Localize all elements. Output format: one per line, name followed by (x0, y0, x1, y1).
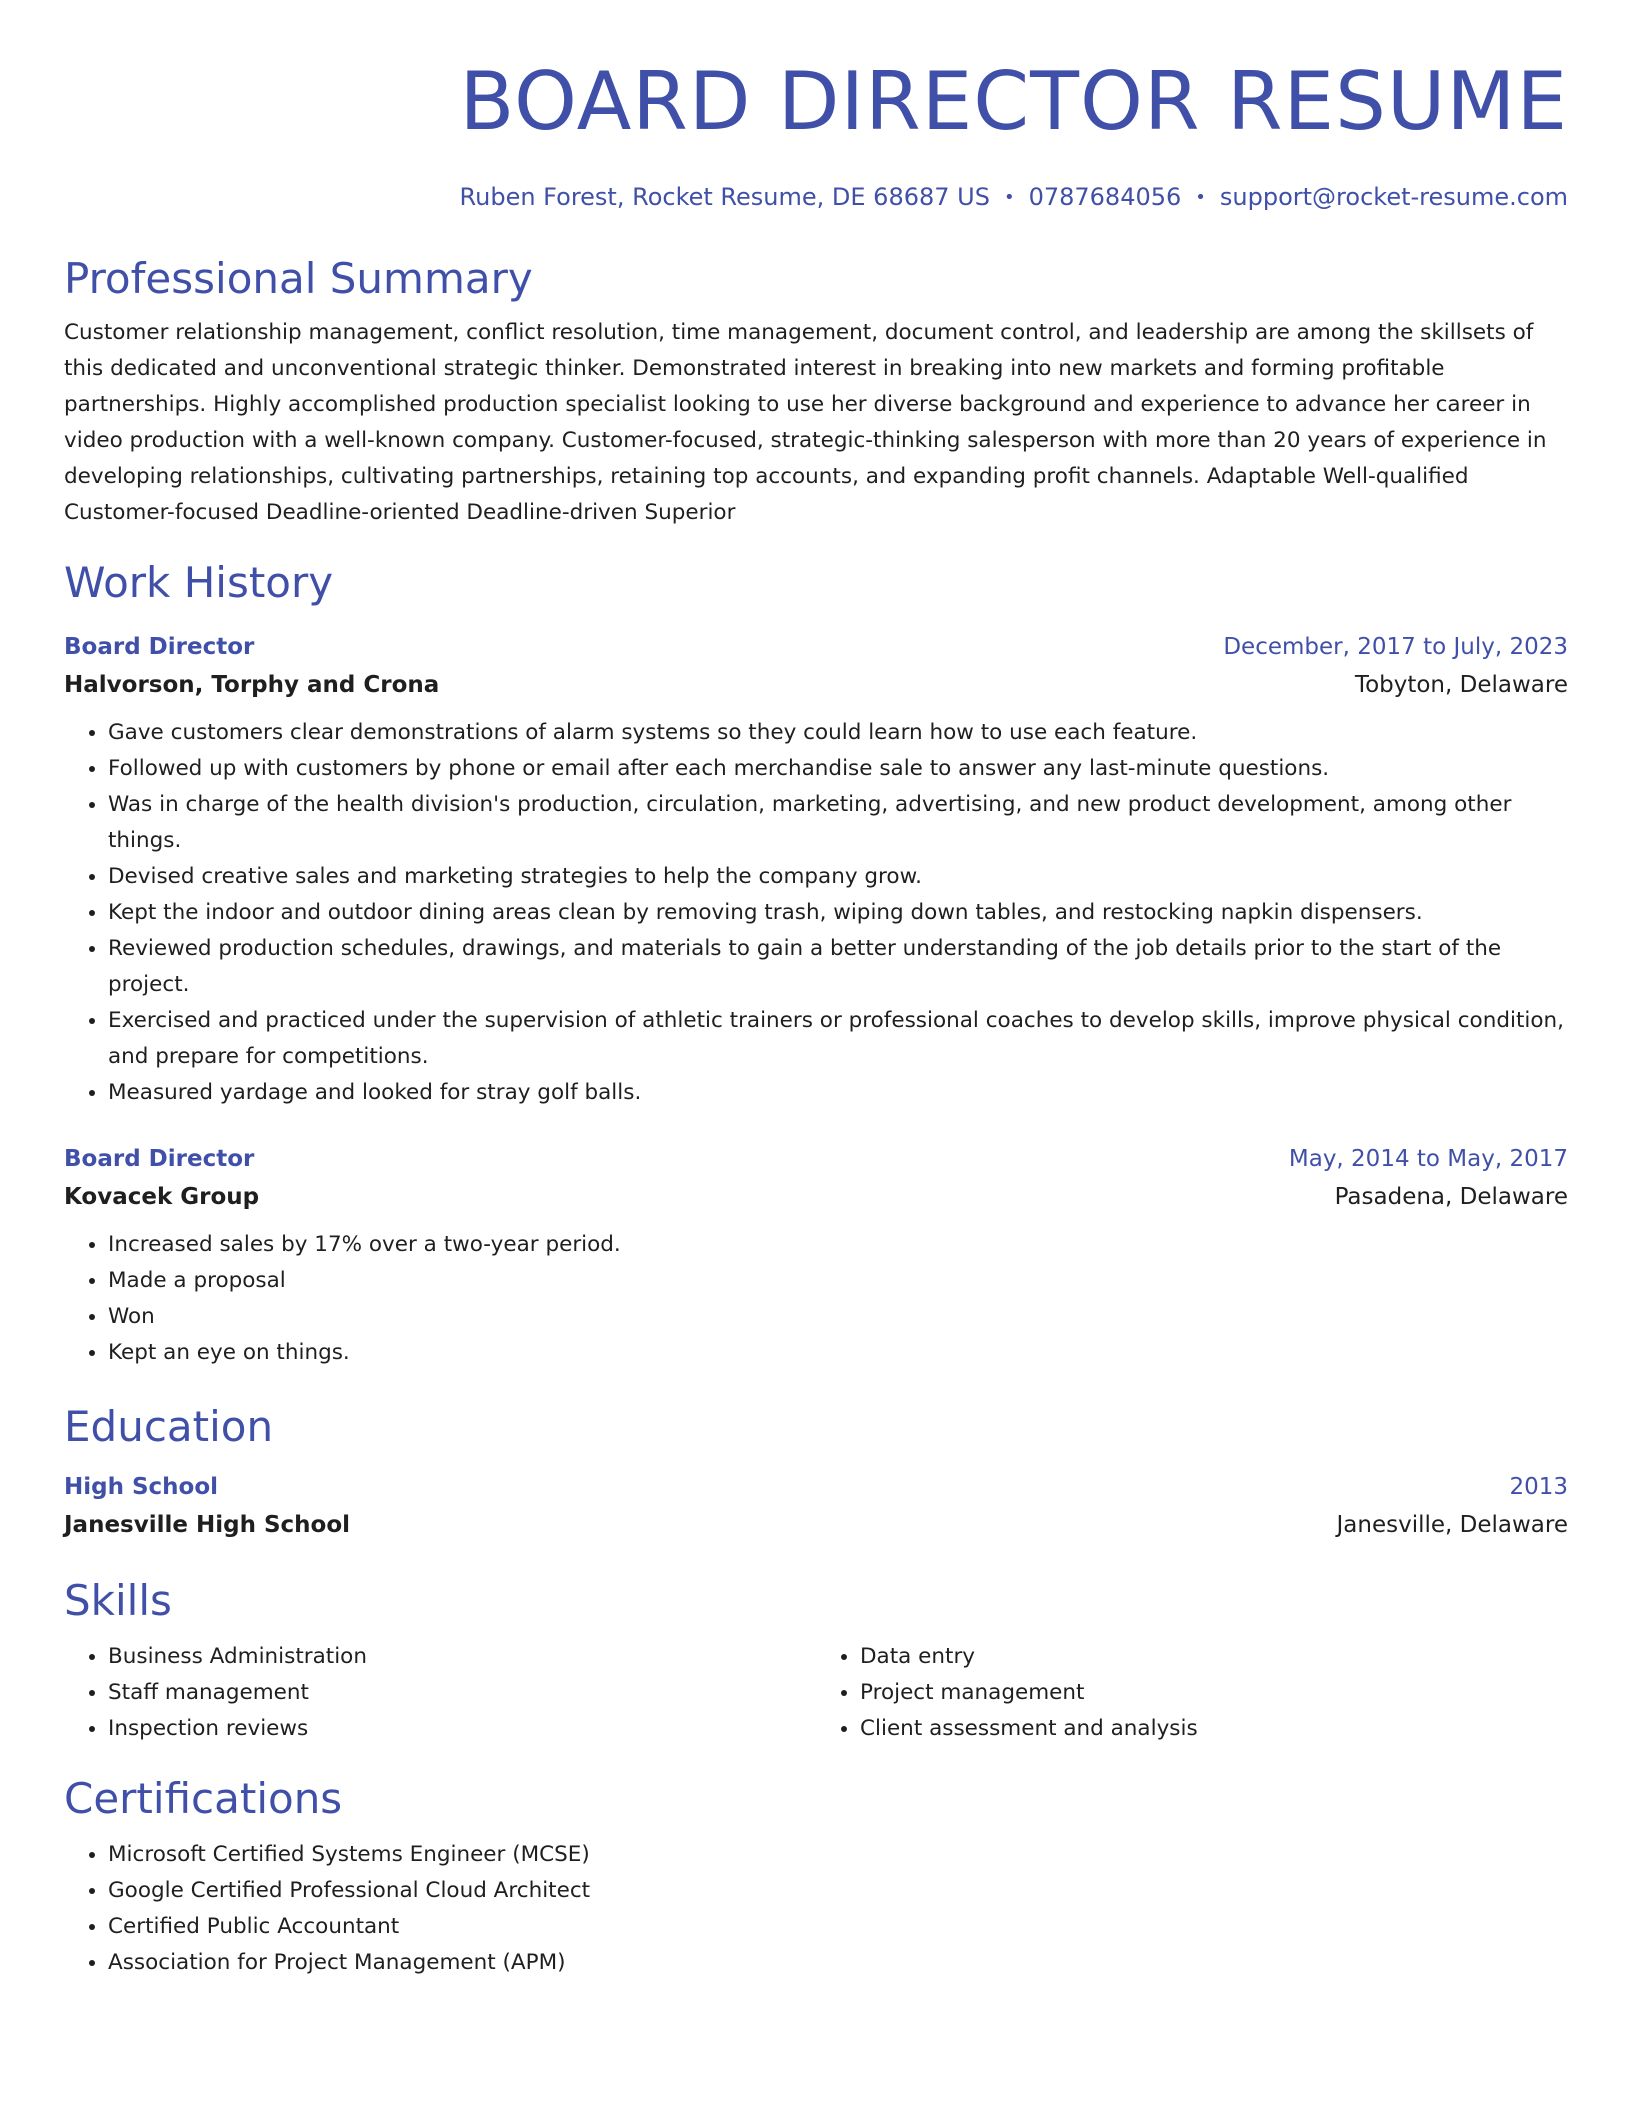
skill-item: • Data entry (860, 1639, 1568, 1675)
skill-item: • Business Administration (108, 1639, 816, 1675)
education-location: Janesville, Delaware (1336, 1512, 1568, 1538)
job-bullet: • Exercised and practiced under the supervision of athletic trainers or professional coaches to develop skills, improve physical condition, and prepare for competitions. (108, 1003, 1568, 1075)
job-entry (64, 1141, 1568, 1371)
education-year: 2013 (1509, 1474, 1568, 1500)
contact-separator: • (1003, 187, 1015, 208)
certification-item: • Association for Project Management (APM) (108, 1945, 1568, 1981)
resume-page (64, 52, 1568, 1981)
skill-item: • Client assessment and analysis (860, 1711, 1568, 1747)
job-bullet: • Made a proposal (108, 1263, 1568, 1299)
job-bullet: • Kept an eye on things. (108, 1335, 1568, 1371)
education-school: Janesville High School (64, 1512, 351, 1538)
summary-heading: Professional Summary (64, 254, 533, 303)
education-entry (64, 1469, 1568, 1545)
job-bullet: • Devised creative sales and marketing strategies to help the company grow. (108, 859, 1568, 895)
skills-column-right (816, 1639, 1568, 1747)
job-location: Tobyton, Delaware (1354, 672, 1568, 698)
certifications-list (64, 1837, 1568, 1981)
job-bullet: • Kept the indoor and outdoor dining areas clean by removing trash, wiping down tables, and restocking napkin dispensers. (108, 895, 1568, 931)
job-bullet: • Won (108, 1299, 1568, 1335)
contact-separator: • (1195, 187, 1206, 208)
job-location: Pasadena, Delaware (1334, 1184, 1568, 1210)
job-bullet: • Gave customers clear demonstrations of alarm systems so they could learn how to use each feature. (108, 715, 1568, 751)
job-bullet: • Was in charge of the health division's production, circulation, marketing, advertising, and new product development, among other things. (108, 787, 1568, 859)
skills-list (64, 1639, 1568, 1747)
job-bullet: • Followed up with customers by phone or email after each merchandise sale to answer any last-minute questions. (108, 751, 1568, 787)
education-heading: Education (64, 1402, 274, 1451)
job-bullet: • Measured yardage and looked for stray golf balls. (108, 1075, 1568, 1111)
job-dates: May, 2014 to May, 2017 (1288, 1146, 1568, 1172)
resume-title: BOARD DIRECTOR RESUME (459, 55, 1568, 148)
work-history-heading: Work History (64, 558, 334, 607)
contact-email: support@rocket-resume.com (1219, 183, 1568, 211)
skill-item: • Project management (860, 1675, 1568, 1711)
skill-item: • Staff management (108, 1675, 816, 1711)
job-role: Board Director (64, 634, 255, 660)
contact-phone: 0787684056 (1028, 183, 1182, 211)
education-degree: High School (64, 1474, 219, 1500)
summary-text: Customer relationship management, conflict resolution, time management, document control, and leadership are among the skillsets of this dedicated and unconventional strategic thinker. Demonstrated interest in breaking into new markets and forming profitable partnerships. Highly accomplished production specialist looking to use her diverse background and experience to advance her career in video production with a well-known company. Customer-focused, strategic-thinking salesperson with more than 20 years of experience in developing relationships, cultivating partnerships, retaining top accounts, and expanding profit channels. Adaptable Well-qualified Customer-focused Deadline-oriented Deadline-driven Superior (64, 320, 1547, 525)
job-company: Halvorson, Torphy and Crona (64, 672, 440, 698)
skill-item: • Inspection reviews (108, 1711, 816, 1747)
job-role: Board Director (64, 1146, 255, 1172)
job-bullets (64, 715, 1568, 1111)
job-company: Kovacek Group (64, 1184, 260, 1210)
certification-item: • Certified Public Accountant (108, 1909, 1568, 1945)
skills-heading: Skills (64, 1576, 172, 1625)
job-bullet: • Reviewed production schedules, drawings, and materials to gain a better understanding of the job details prior to the start of the project. (108, 931, 1568, 1003)
certification-item: • Microsoft Certified Systems Engineer (MCSE) (108, 1837, 1568, 1873)
certifications-heading: Certifications (64, 1774, 343, 1823)
contact-line (64, 180, 1568, 215)
job-bullets (64, 1227, 1568, 1371)
contact-address: Ruben Forest, Rocket Resume, DE 68687 US (459, 183, 990, 211)
job-dates: December, 2017 to July, 2023 (1223, 634, 1568, 660)
job-bullet: • Increased sales by 17% over a two-year period. (108, 1227, 1568, 1263)
certification-item: • Google Certified Professional Cloud Architect (108, 1873, 1568, 1909)
skills-column-left (64, 1639, 816, 1747)
job-entry (64, 629, 1568, 1111)
